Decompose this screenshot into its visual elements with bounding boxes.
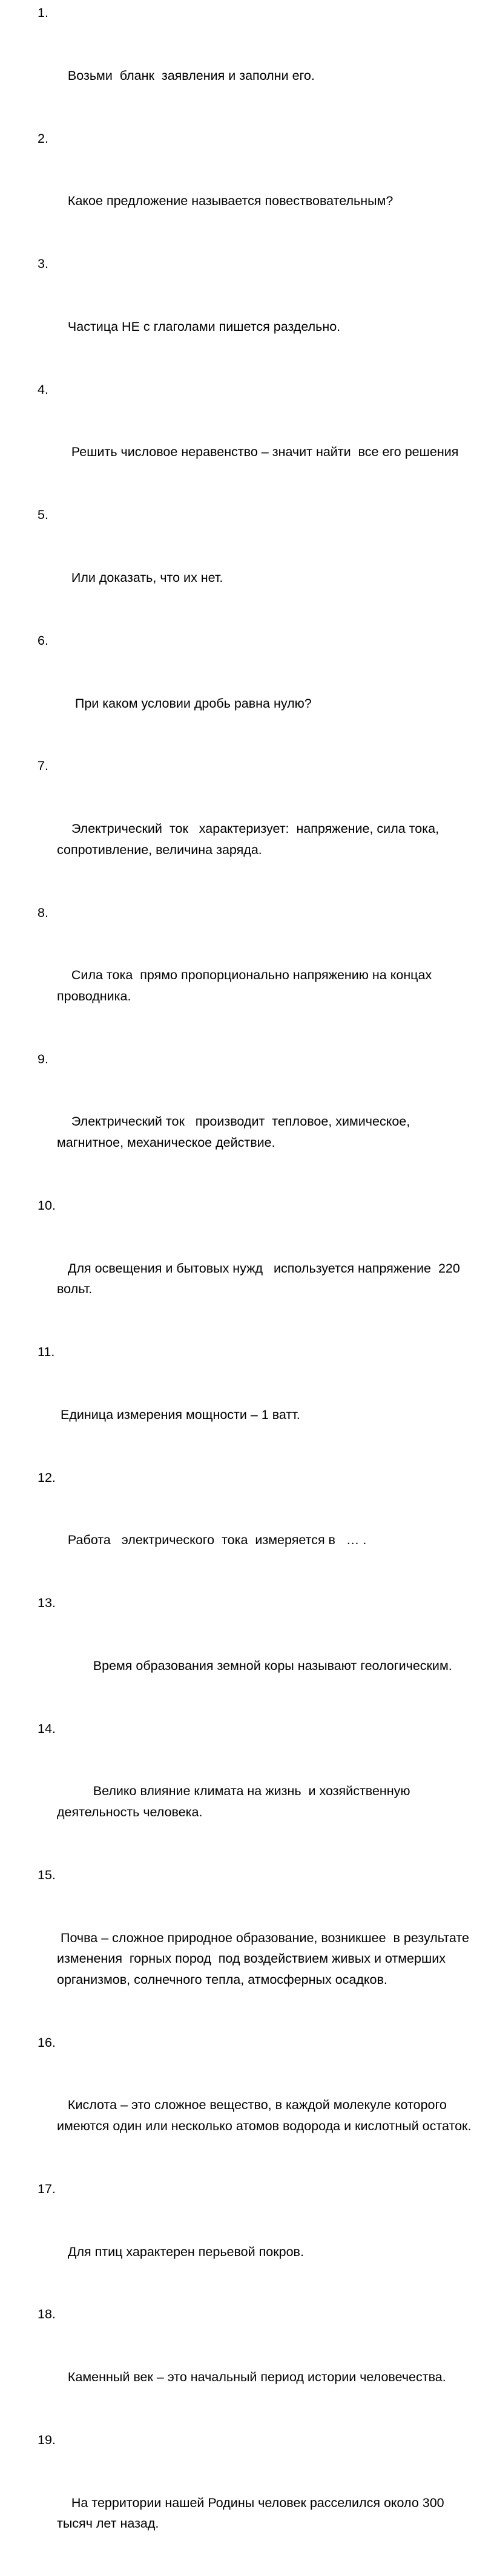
list-item [38, 1195, 492, 1342]
item-number: 6. [38, 633, 48, 648]
list-item [38, 630, 492, 756]
item-text: Возьми бланк заявления и заполни его. [57, 68, 315, 83]
item-text: Электрический ток производит тепловое, химическое, магнитное, механическое действие. [57, 1114, 410, 1150]
item-number: 7. [38, 758, 48, 774]
item-number: 13. [38, 1596, 56, 1611]
item-text: Сила тока прямо пропорционально напряжению на концах проводника. [57, 968, 432, 1003]
list-item [38, 1467, 492, 1593]
item-text: Или доказать, что их нет. [57, 570, 223, 585]
list-item [38, 755, 492, 902]
list-item [38, 1718, 492, 1865]
item-number: 17. [38, 2181, 56, 2196]
item-text: Велико влияние климата на жизнь и хозяйственную деятельность человека. [57, 1784, 410, 1820]
list-item [38, 379, 492, 505]
list-item [38, 128, 492, 254]
item-number: 5. [38, 507, 48, 523]
item-text: Электрический ток характеризует: напряжение, сила тока, сопротивление, величина заряда. [57, 821, 440, 857]
item-number: 1. [38, 5, 48, 20]
item-text: Время образования земной коры называют геологическим. [57, 1658, 452, 1673]
item-text: Работа электрического тока измеряется в … . [57, 1533, 367, 1548]
item-number: 12. [38, 1470, 56, 1485]
item-number: 11. [38, 1345, 55, 1359]
list-item [38, 1342, 492, 1467]
numbered-list [38, 2, 492, 2576]
item-number: 3. [38, 256, 48, 272]
list-item [38, 2179, 492, 2304]
list-item [38, 2304, 492, 2430]
list-item [38, 2, 492, 128]
item-text: Какое предложение называется повествовательным? [57, 194, 394, 209]
list-item [38, 504, 492, 630]
item-text: Для освещения и бытовых нужд используется напряжение 220 вольт. [57, 1260, 460, 1297]
item-number: 9. [38, 1051, 48, 1066]
item-number: 14. [38, 1721, 56, 1736]
item-text: Почва – сложное природное образование, возникшее в результате изменения горных пород под воздействием живых и отмерших организмов, солнечного тепла, атмосферных осадков. [57, 1930, 469, 1987]
item-number: 19. [38, 2432, 56, 2447]
item-text: Единица измерения мощности – 1 ватт. [57, 1407, 300, 1422]
item-text: При каком условии дробь равна нулю? [57, 696, 312, 711]
item-number: 16. [38, 2035, 56, 2050]
item-number: 4. [38, 382, 48, 397]
list-item [38, 2430, 492, 2576]
list-item [38, 1049, 492, 1195]
item-text: На территории нашей Родины человек расселился около 300 тысяч лет назад. [57, 2495, 444, 2531]
item-number: 8. [38, 905, 48, 920]
item-text: Частица НЕ с глаголами пишется раздельно. [57, 319, 341, 334]
item-text: Кислота – это сложное вещество, в каждой молекуле которого имеются один или несколько атомов водорода и кислотный остаток. [57, 2098, 472, 2133]
list-item [38, 1593, 492, 1718]
item-number: 2. [38, 131, 48, 146]
list-item [38, 2032, 492, 2179]
list-item [38, 253, 492, 379]
item-number: 10. [38, 1198, 56, 1213]
list-item [38, 902, 492, 1049]
item-text: Каменный век – это начальный период истории человечества. [57, 2370, 446, 2385]
item-text: Решить числовое неравенство – значит найти все его решения [57, 445, 459, 460]
list-item [38, 1865, 492, 2032]
item-text: Для птиц характерен перьевой покров. [57, 2244, 304, 2259]
item-number: 18. [38, 2307, 56, 2322]
item-number: 15. [38, 1867, 56, 1882]
